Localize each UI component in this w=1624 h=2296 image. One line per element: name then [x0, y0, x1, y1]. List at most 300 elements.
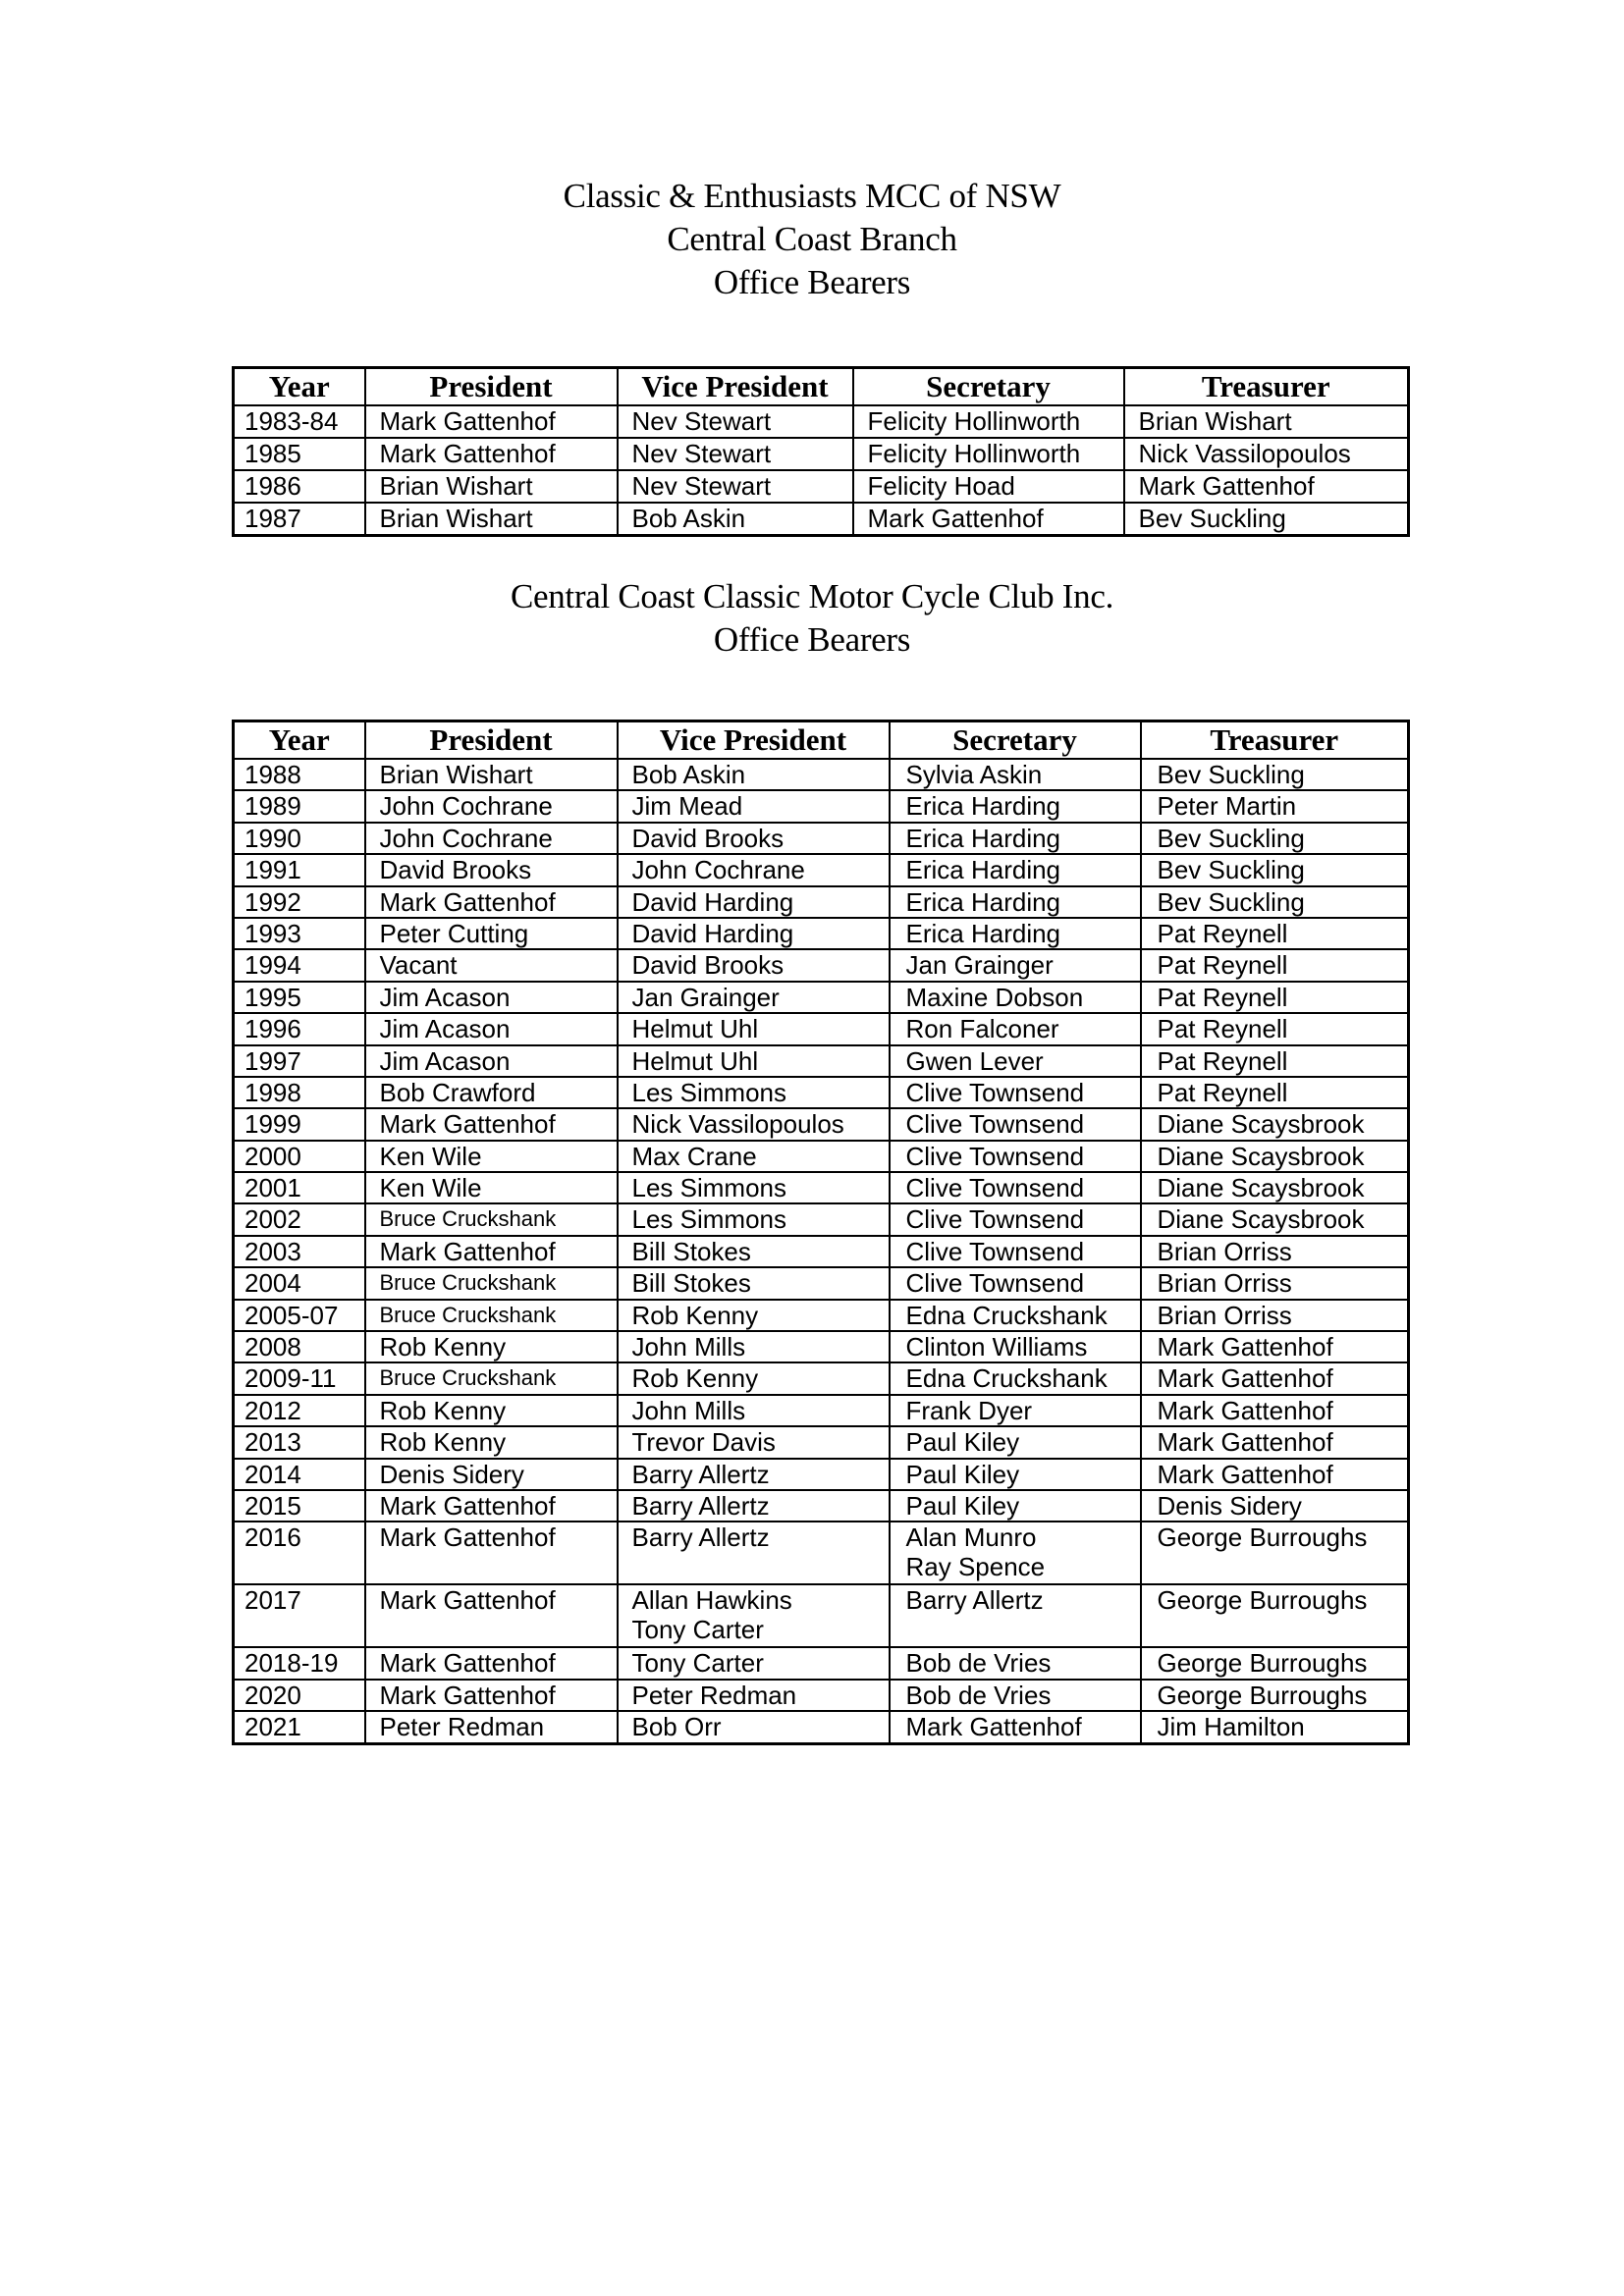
vice-president-cell: [618, 759, 890, 790]
secretary-name: Paul Kiley: [905, 1490, 1020, 1521]
year-cell: [234, 886, 365, 918]
column-header-vice-president: Vice President: [618, 368, 853, 406]
vice-president-cell: Nev Stewart: [618, 438, 853, 470]
president-name: Peter Cutting: [379, 918, 529, 948]
treasurer-name: Jim Hamilton: [1157, 1712, 1305, 1742]
treasurer-name: Denis Sidery: [1157, 1490, 1302, 1521]
treasurer-cell: Mark Gattenhof: [1124, 470, 1409, 503]
treasurer-cell: [1141, 1362, 1409, 1394]
secretary-name-second: Ray Spence: [905, 1552, 1046, 1582]
vice-president-cell: [618, 1362, 890, 1394]
year-name: 1993: [244, 918, 301, 948]
year-cell: [234, 949, 365, 981]
table-row: [234, 1331, 1409, 1362]
secretary-cell: [890, 886, 1141, 918]
secretary-name: Sylvia Askin: [905, 760, 1043, 789]
club-office-bearers-table: [232, 720, 1410, 1745]
year-cell: [234, 1267, 365, 1299]
year-name: 2001: [244, 1173, 301, 1203]
president-cell: [365, 823, 618, 854]
vice-president-name: Rob Kenny: [631, 1300, 759, 1330]
treasurer-name: George Burroughs: [1157, 1648, 1368, 1679]
year-name: 1995: [244, 982, 301, 1012]
treasurer-name: Mark Gattenhof: [1157, 1332, 1333, 1362]
treasurer-name: Pat Reynell: [1157, 1045, 1288, 1076]
vice-president-name: Jan Grainger: [631, 982, 780, 1012]
president-name: John Cochrane: [379, 823, 553, 853]
treasurer-name: Bev Suckling: [1157, 760, 1305, 789]
president-cell: [365, 1108, 618, 1140]
secretary-name: Clive Townsend: [905, 1141, 1085, 1171]
president-cell: [365, 918, 618, 949]
secretary-cell: [890, 1395, 1141, 1426]
treasurer-cell: [1141, 918, 1409, 949]
vice-president-name: Allan Hawkins: [631, 1585, 792, 1616]
year-cell: [234, 1426, 365, 1458]
vice-president-name: Trevor Davis: [631, 1427, 776, 1458]
year-name: 2003: [244, 1236, 301, 1266]
secretary-name: Erica Harding: [905, 918, 1061, 948]
year-cell: [234, 1331, 365, 1362]
vice-president-name: Jim Mead: [631, 791, 743, 822]
secretary-cell: [890, 1459, 1141, 1490]
treasurer-cell: [1141, 949, 1409, 981]
vice-president-name: Bill Stokes: [631, 1268, 751, 1299]
table-row: [234, 1522, 1409, 1584]
year-name: 1990: [244, 823, 301, 853]
office-bearers-heading: Office Bearers: [713, 263, 911, 301]
column-header-president: President: [365, 368, 618, 406]
year-cell: 1983-84: [234, 405, 365, 438]
year-name: 2002: [244, 1204, 301, 1235]
president-name: Mark Gattenhof: [379, 1585, 556, 1616]
treasurer-name: Pat Reynell: [1157, 950, 1288, 981]
treasurer-cell: [1141, 1236, 1409, 1267]
president-cell: [365, 1490, 618, 1522]
treasurer-cell: Bev Suckling: [1124, 503, 1409, 536]
table-row: [234, 503, 1409, 536]
treasurer-name: Brian Orriss: [1157, 1236, 1292, 1266]
secretary-cell: [890, 759, 1141, 790]
secretary-name: Frank Dyer: [905, 1395, 1033, 1425]
president-name: Mark Gattenhof: [379, 1109, 556, 1140]
president-name: Ken Wile: [379, 1173, 482, 1203]
vice-president-name: Barry Allertz: [631, 1459, 770, 1489]
vice-president-name: Tony Carter: [631, 1648, 764, 1679]
table-header-row: [234, 368, 1409, 406]
table-row: [234, 918, 1409, 949]
year-name: 2016: [244, 1522, 301, 1553]
year-name: 1991: [244, 855, 301, 885]
president-name: Denis Sidery: [379, 1459, 524, 1489]
year-cell: [234, 1172, 365, 1203]
year-name: 2017: [244, 1585, 301, 1616]
president-name: Rob Kenny: [379, 1395, 507, 1425]
year-cell: [234, 1584, 365, 1647]
column-header-treasurer: Treasurer: [1124, 368, 1409, 406]
vice-president-cell: [618, 949, 890, 981]
year-name: 2004: [244, 1268, 301, 1299]
year-name: 2021: [244, 1712, 301, 1742]
president-name: Mark Gattenhof: [379, 1236, 556, 1266]
treasurer-cell: [1141, 1426, 1409, 1458]
year-name: 2018-19: [244, 1648, 339, 1679]
column-header-secretary: Secretary: [853, 368, 1124, 406]
treasurer-cell: [1141, 1203, 1409, 1235]
treasurer-cell: [1141, 982, 1409, 1013]
president-name: Mark Gattenhof: [379, 886, 556, 917]
year-cell: [234, 1490, 365, 1522]
year-name: 1994: [244, 950, 301, 981]
year-cell: [234, 918, 365, 949]
vice-president-name: David Brooks: [631, 950, 785, 981]
table-header-row: [234, 721, 1409, 760]
secretary-name: Gwen Lever: [905, 1045, 1044, 1076]
secretary-cell: [890, 1236, 1141, 1267]
president-cell: [365, 1426, 618, 1458]
secretary-cell: [890, 1172, 1141, 1203]
treasurer-name: Mark Gattenhof: [1157, 1459, 1333, 1489]
secretary-name: Erica Harding: [905, 855, 1061, 885]
president-cell: Brian Wishart: [365, 470, 618, 503]
president-cell: [365, 1267, 618, 1299]
president-cell: Mark Gattenhof: [365, 405, 618, 438]
column-header-secretary: Secretary: [890, 721, 1141, 760]
vice-president-name: Barry Allertz: [631, 1490, 770, 1521]
year-name: 2014: [244, 1459, 301, 1489]
year-cell: [234, 1203, 365, 1235]
treasurer-name: Mark Gattenhof: [1157, 1427, 1333, 1458]
vice-president-name-second: Tony Carter: [631, 1615, 764, 1645]
secretary-cell: [890, 949, 1141, 981]
vice-president-cell: [618, 886, 890, 918]
president-name: Jim Acason: [379, 982, 511, 1012]
treasurer-cell: [1141, 1680, 1409, 1711]
year-cell: [234, 1647, 365, 1679]
president-name: Peter Redman: [379, 1712, 545, 1742]
year-cell: [234, 1300, 365, 1331]
treasurer-cell: [1141, 1013, 1409, 1044]
vice-president-name: David Harding: [631, 918, 794, 948]
vice-president-cell: [618, 1141, 890, 1172]
year-cell: [234, 1362, 365, 1394]
president-name: Bruce Cruckshank: [379, 1206, 557, 1232]
president-name: David Brooks: [379, 855, 532, 885]
president-cell: [365, 1584, 618, 1647]
treasurer-cell: [1141, 790, 1409, 822]
secretary-cell: [890, 1331, 1141, 1362]
treasurer-name: Peter Martin: [1157, 791, 1297, 822]
year-cell: [234, 790, 365, 822]
president-cell: [365, 1647, 618, 1679]
table-row: [234, 1459, 1409, 1490]
treasurer-name: Diane Scaysbrook: [1157, 1173, 1365, 1203]
club-inc-name-heading: Central Coast Classic Motor Cycle Club Inc.: [510, 577, 1114, 615]
president-cell: [365, 1522, 618, 1584]
year-name: 2009-11: [244, 1363, 337, 1394]
treasurer-name: George Burroughs: [1157, 1522, 1368, 1553]
vice-president-cell: [618, 1331, 890, 1362]
secretary-name: Clive Townsend: [905, 1268, 1085, 1299]
vice-president-name: Les Simmons: [631, 1077, 786, 1107]
table-row: [234, 1077, 1409, 1108]
vice-president-cell: [618, 918, 890, 949]
column-header-vice-president: Vice President: [618, 721, 890, 760]
secretary-cell: [890, 1647, 1141, 1679]
treasurer-name: Brian Orriss: [1157, 1300, 1292, 1330]
club-name-heading: Classic & Enthusiasts MCC of NSW: [563, 177, 1061, 215]
president-cell: [365, 1141, 618, 1172]
president-name: Bob Crawford: [379, 1077, 536, 1107]
treasurer-cell: Nick Vassilopoulos: [1124, 438, 1409, 470]
secretary-name: Ron Falconer: [905, 1014, 1059, 1044]
secretary-name: Paul Kiley: [905, 1427, 1020, 1458]
table-row: [234, 1395, 1409, 1426]
secretary-cell: [890, 1203, 1141, 1235]
vice-president-name: Bob Askin: [631, 760, 746, 789]
president-cell: [365, 759, 618, 790]
treasurer-cell: [1141, 1172, 1409, 1203]
column-header-year: Year: [234, 368, 365, 406]
vice-president-cell: [618, 1300, 890, 1331]
treasurer-name: George Burroughs: [1157, 1585, 1368, 1616]
vice-president-cell: [618, 1522, 890, 1584]
treasurer-cell: [1141, 1267, 1409, 1299]
year-cell: [234, 1108, 365, 1140]
treasurer-cell: [1141, 1331, 1409, 1362]
year-name: 2012: [244, 1395, 301, 1425]
vice-president-name: Peter Redman: [631, 1680, 797, 1710]
table-row: [234, 1203, 1409, 1235]
secretary-cell: [890, 982, 1141, 1013]
year-cell: [234, 1236, 365, 1267]
treasurer-cell: [1141, 1490, 1409, 1522]
secretary-cell: [890, 1362, 1141, 1394]
year-name: 1999: [244, 1109, 301, 1140]
table-row: [234, 1045, 1409, 1077]
secretary-cell: Felicity Hollinworth: [853, 405, 1124, 438]
table-row: [234, 1680, 1409, 1711]
table-row: [234, 1647, 1409, 1679]
secretary-cell: [890, 1680, 1141, 1711]
vice-president-cell: [618, 1267, 890, 1299]
year-cell: 1985: [234, 438, 365, 470]
secretary-cell: Felicity Hollinworth: [853, 438, 1124, 470]
treasurer-name: Diane Scaysbrook: [1157, 1109, 1365, 1140]
table-row: [234, 1584, 1409, 1647]
president-cell: [365, 1362, 618, 1394]
secretary-cell: [890, 1108, 1141, 1140]
vice-president-name: Nick Vassilopoulos: [631, 1109, 844, 1140]
president-cell: [365, 1236, 618, 1267]
president-name: John Cochrane: [379, 791, 553, 822]
secretary-cell: [890, 1300, 1141, 1331]
vice-president-cell: [618, 1584, 890, 1647]
treasurer-cell: [1141, 886, 1409, 918]
year-name: 1996: [244, 1014, 301, 1044]
secretary-name: Bob de Vries: [905, 1648, 1052, 1679]
table-row: [234, 1267, 1409, 1299]
secretary-cell: [890, 1711, 1141, 1743]
president-name: Mark Gattenhof: [379, 1648, 556, 1679]
year-cell: [234, 1459, 365, 1490]
year-cell: [234, 1680, 365, 1711]
treasurer-cell: [1141, 1522, 1409, 1584]
vice-president-cell: [618, 1203, 890, 1235]
year-cell: [234, 1077, 365, 1108]
table-row: [234, 1236, 1409, 1267]
vice-president-name: Les Simmons: [631, 1173, 786, 1203]
table-row: [234, 1108, 1409, 1140]
vice-president-name: Bob Orr: [631, 1712, 722, 1742]
president-name: Jim Acason: [379, 1014, 511, 1044]
president-name: Rob Kenny: [379, 1332, 507, 1362]
table-row: [234, 790, 1409, 822]
president-cell: [365, 982, 618, 1013]
section2-title: [0, 575, 1624, 662]
treasurer-cell: [1141, 1711, 1409, 1743]
secretary-cell: [890, 1045, 1141, 1077]
secretary-name: Jan Grainger: [905, 950, 1054, 981]
vice-president-name: Barry Allertz: [631, 1522, 770, 1553]
treasurer-name: Mark Gattenhof: [1157, 1363, 1333, 1394]
vice-president-name: Les Simmons: [631, 1204, 786, 1235]
treasurer-cell: [1141, 1647, 1409, 1679]
table-row: [234, 1300, 1409, 1331]
year-name: 2000: [244, 1141, 301, 1171]
secretary-name: Maxine Dobson: [905, 982, 1084, 1012]
president-name: Rob Kenny: [379, 1427, 507, 1458]
secretary-cell: [890, 1141, 1141, 1172]
vice-president-cell: Bob Askin: [618, 503, 853, 536]
secretary-cell: Felicity Hoad: [853, 470, 1124, 503]
vice-president-cell: Nev Stewart: [618, 405, 853, 438]
president-cell: [365, 1077, 618, 1108]
treasurer-name: Bev Suckling: [1157, 886, 1305, 917]
section1-title: [0, 175, 1624, 304]
year-name: 2008: [244, 1332, 301, 1362]
table-row: [234, 854, 1409, 885]
treasurer-cell: [1141, 1045, 1409, 1077]
president-name: Ken Wile: [379, 1141, 482, 1171]
vice-president-cell: [618, 790, 890, 822]
treasurer-cell: [1141, 1459, 1409, 1490]
year-name: 2005-07: [244, 1300, 339, 1330]
president-cell: [365, 1680, 618, 1711]
secretary-cell: [890, 918, 1141, 949]
president-cell: [365, 1300, 618, 1331]
president-name: Bruce Cruckshank: [379, 1365, 557, 1391]
secretary-cell: [890, 1490, 1141, 1522]
year-cell: [234, 854, 365, 885]
vice-president-cell: [618, 1490, 890, 1522]
president-cell: [365, 854, 618, 885]
secretary-name: Erica Harding: [905, 823, 1061, 853]
vice-president-cell: [618, 1013, 890, 1044]
treasurer-name: Mark Gattenhof: [1157, 1395, 1333, 1425]
treasurer-name: Diane Scaysbrook: [1157, 1204, 1365, 1235]
table-row: [234, 1172, 1409, 1203]
year-cell: 1986: [234, 470, 365, 503]
president-cell: [365, 1711, 618, 1743]
year-name: 2013: [244, 1427, 301, 1458]
president-cell: [365, 886, 618, 918]
treasurer-name: George Burroughs: [1157, 1680, 1368, 1710]
secretary-cell: [890, 790, 1141, 822]
vice-president-cell: [618, 1426, 890, 1458]
branch-name-heading: Central Coast Branch: [667, 220, 957, 258]
table-row: [234, 759, 1409, 790]
president-name: Bruce Cruckshank: [379, 1302, 557, 1327]
secretary-name: Paul Kiley: [905, 1459, 1020, 1489]
table-row: [234, 1490, 1409, 1522]
year-cell: [234, 823, 365, 854]
president-name: Jim Acason: [379, 1045, 511, 1076]
treasurer-cell: [1141, 1584, 1409, 1647]
year-name: 1997: [244, 1045, 301, 1076]
table-row: [234, 1141, 1409, 1172]
column-header-president: President: [365, 721, 618, 760]
secretary-name: Barry Allertz: [905, 1585, 1044, 1616]
secretary-cell: [890, 1013, 1141, 1044]
vice-president-cell: [618, 1395, 890, 1426]
year-cell: [234, 1522, 365, 1584]
vice-president-name: Helmut Uhl: [631, 1045, 759, 1076]
vice-president-name: Helmut Uhl: [631, 1014, 759, 1044]
treasurer-cell: [1141, 1395, 1409, 1426]
year-cell: [234, 982, 365, 1013]
vice-president-name: Max Crane: [631, 1141, 757, 1171]
treasurer-cell: [1141, 1300, 1409, 1331]
year-cell: [234, 1395, 365, 1426]
secretary-cell: [890, 854, 1141, 885]
table-row: [234, 1013, 1409, 1044]
secretary-cell: [890, 1077, 1141, 1108]
year-name: 2020: [244, 1680, 301, 1710]
year-name: 1988: [244, 760, 301, 789]
table-row: [234, 982, 1409, 1013]
treasurer-name: Diane Scaysbrook: [1157, 1141, 1365, 1171]
secretary-name: Clive Townsend: [905, 1204, 1085, 1235]
treasurer-name: Pat Reynell: [1157, 1014, 1288, 1044]
vice-president-cell: [618, 982, 890, 1013]
branch-office-bearers-table: [232, 366, 1410, 537]
president-name: Bruce Cruckshank: [379, 1270, 557, 1296]
president-cell: [365, 1172, 618, 1203]
secretary-name: Erica Harding: [905, 886, 1061, 917]
year-name: 1989: [244, 791, 301, 822]
year-cell: [234, 1141, 365, 1172]
table-row: [234, 470, 1409, 503]
vice-president-cell: [618, 1236, 890, 1267]
president-cell: [365, 1331, 618, 1362]
vice-president-name: David Brooks: [631, 823, 785, 853]
president-cell: [365, 1013, 618, 1044]
president-name: Vacant: [379, 950, 458, 981]
year-name: 2015: [244, 1490, 301, 1521]
vice-president-name: John Mills: [631, 1395, 746, 1425]
table-row: [234, 1426, 1409, 1458]
president-cell: [365, 1459, 618, 1490]
secretary-name: Alan Munro: [905, 1522, 1037, 1553]
table-row: [234, 1711, 1409, 1743]
table-row: [234, 886, 1409, 918]
treasurer-cell: [1141, 759, 1409, 790]
secretary-cell: [890, 1426, 1141, 1458]
table-row: [234, 823, 1409, 854]
year-cell: [234, 1711, 365, 1743]
secretary-cell: Mark Gattenhof: [853, 503, 1124, 536]
